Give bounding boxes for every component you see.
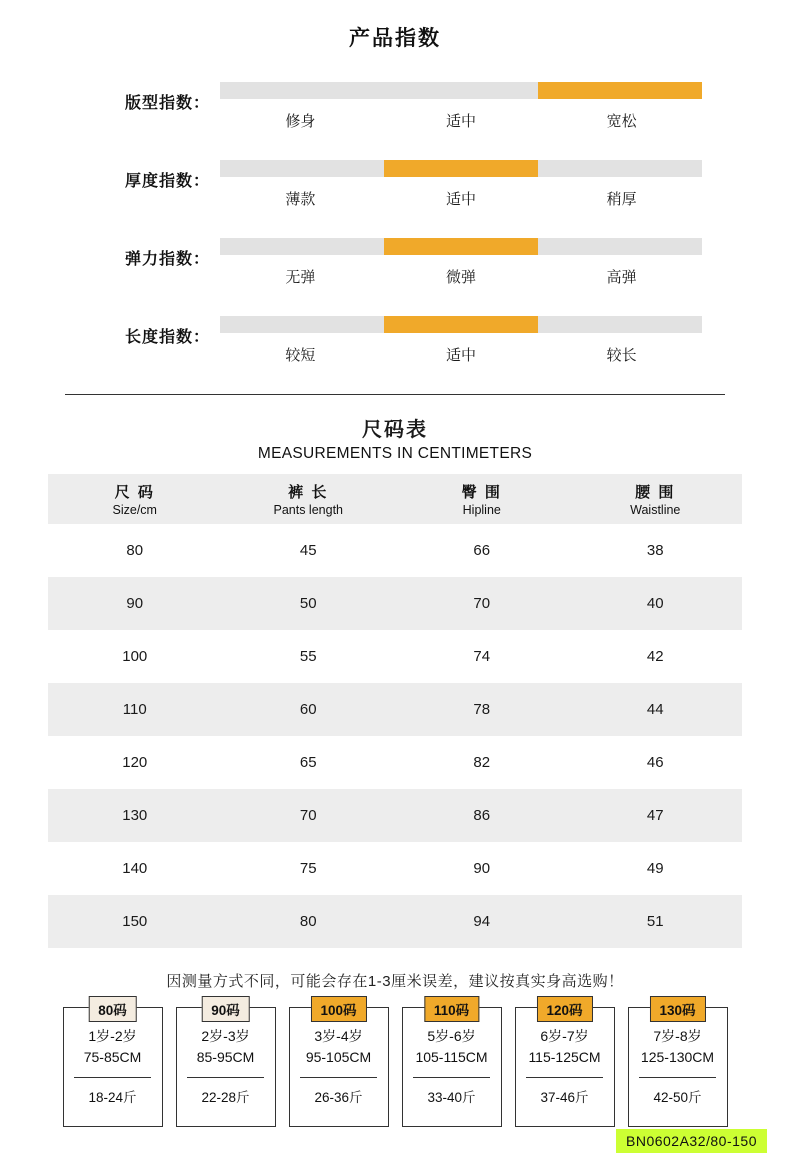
header-cn: 腰 围 <box>635 484 676 501</box>
table-cell: 51 <box>569 895 743 948</box>
table-cell: 46 <box>646 754 664 771</box>
header-cn: 裤 长 <box>288 484 329 501</box>
index-ticks <box>220 188 702 209</box>
table-cell: 86 <box>395 789 569 842</box>
age-cards <box>0 1003 790 1127</box>
age-card-age: 5岁-6岁 <box>427 1028 476 1044</box>
index-ticks <box>220 110 702 131</box>
table-cell: 82 <box>473 754 491 771</box>
age-card-age: 3岁-4岁 <box>314 1028 363 1044</box>
size-chart-subtitle: MEASUREMENTS IN CENTIMETERS <box>257 445 533 462</box>
table-header-cell <box>395 474 569 524</box>
table-cell: 80 <box>126 542 144 559</box>
age-card-badge: 110码 <box>424 996 479 1022</box>
table-cell: 80 <box>222 895 396 948</box>
index-row <box>60 160 730 218</box>
table-cell: 47 <box>569 789 743 842</box>
index-fill <box>538 82 702 99</box>
table-cell: 75 <box>299 860 317 877</box>
table-header-cell <box>48 474 222 524</box>
age-card-height: 75-85CM <box>83 1049 142 1065</box>
age-card-divider <box>413 1077 489 1078</box>
table-row <box>48 683 742 736</box>
table-cell: 44 <box>569 683 743 736</box>
index-tick: 无弹 <box>285 269 316 286</box>
index-tick: 适中 <box>446 347 477 364</box>
age-card-age: 6岁-7岁 <box>540 1028 589 1044</box>
index-track <box>220 316 702 333</box>
table-row <box>48 736 742 789</box>
age-card <box>289 1003 389 1127</box>
table-cell: 50 <box>222 577 396 630</box>
age-card-badge: 100码 <box>310 996 366 1022</box>
age-card-badge: 90码 <box>201 996 250 1022</box>
table-header-cell <box>569 474 743 524</box>
age-card-divider <box>300 1077 376 1078</box>
table-cell: 65 <box>299 754 317 771</box>
table-cell: 130 <box>48 789 222 842</box>
age-card-badge: 130码 <box>649 996 705 1022</box>
table-cell: 78 <box>395 683 569 736</box>
age-card-weight: 22-28斤 <box>201 1090 250 1105</box>
age-card-divider <box>526 1077 602 1078</box>
age-card-divider <box>639 1077 715 1078</box>
index-bar-wrap <box>220 238 730 287</box>
table-cell: 38 <box>646 542 664 559</box>
age-card-height: 125-130CM <box>640 1049 715 1065</box>
table-cell: 42 <box>646 648 664 665</box>
table-row <box>48 895 742 948</box>
age-card <box>628 1003 728 1127</box>
index-tick: 宽松 <box>606 113 637 130</box>
section-divider <box>65 394 725 395</box>
table-header-cell <box>222 474 396 524</box>
age-card-divider <box>74 1077 150 1078</box>
index-track <box>220 238 702 255</box>
index-bar-wrap <box>220 316 730 365</box>
index-fill <box>384 316 538 333</box>
table-row <box>48 524 742 577</box>
table-header-row <box>48 474 742 524</box>
table-cell: 90 <box>48 577 222 630</box>
table-cell: 55 <box>299 648 317 665</box>
index-fill <box>384 160 538 177</box>
table-cell: 49 <box>646 860 664 877</box>
age-card-height: 95-105CM <box>305 1049 372 1065</box>
index-ticks <box>220 266 702 287</box>
header-en: Pants length <box>273 503 343 517</box>
index-tick: 高弹 <box>606 269 637 286</box>
index-tick: 适中 <box>446 113 477 130</box>
table-row <box>48 577 742 630</box>
age-card-height: 115-125CM <box>528 1049 601 1065</box>
age-card-height: 105-115CM <box>415 1049 488 1065</box>
age-card-age: 7岁-8岁 <box>653 1028 702 1044</box>
age-card-age: 1岁-2岁 <box>88 1028 137 1044</box>
table-cell: 74 <box>473 648 491 665</box>
index-row <box>60 238 730 296</box>
table-cell: 140 <box>122 860 148 877</box>
table-cell: 120 <box>122 754 148 771</box>
table-cell: 70 <box>222 789 396 842</box>
age-card <box>176 1003 276 1127</box>
index-tick: 微弹 <box>446 269 477 286</box>
age-card <box>402 1003 502 1127</box>
index-label: 长度指数： <box>124 329 210 346</box>
age-card <box>515 1003 615 1127</box>
table-cell: 66 <box>473 542 491 559</box>
index-label: 厚度指数： <box>124 173 210 190</box>
age-card-weight: 42-50斤 <box>653 1090 702 1105</box>
header-cn: 臀 围 <box>461 484 502 501</box>
page-title: 产品指数 <box>349 27 441 50</box>
table-row <box>48 789 742 842</box>
index-tick: 修身 <box>285 113 316 130</box>
table-row <box>48 630 742 683</box>
index-track <box>220 82 702 99</box>
product-index-section <box>0 82 790 374</box>
age-card-weight: 33-40斤 <box>427 1090 476 1105</box>
table-cell: 110 <box>48 683 222 736</box>
age-card-divider <box>187 1077 263 1078</box>
index-row <box>60 82 730 140</box>
age-card-height: 85-95CM <box>196 1049 255 1065</box>
header-cn: 尺 码 <box>114 484 155 501</box>
index-ticks <box>220 344 702 365</box>
measurement-note: 因测量方式不同，可能会存在1-3厘米误差，建议按真实身高选购！ <box>166 973 624 990</box>
table-cell: 94 <box>395 895 569 948</box>
index-track <box>220 160 702 177</box>
header-en: Waistline <box>630 503 681 517</box>
size-chart-title: 尺码表 <box>362 419 428 441</box>
header-en: Hipline <box>462 503 501 517</box>
age-card-badge: 80码 <box>88 996 137 1022</box>
index-bar-wrap <box>220 160 730 209</box>
index-tick: 薄款 <box>285 191 316 208</box>
age-card-weight: 37-46斤 <box>540 1090 589 1105</box>
index-tick: 稍厚 <box>606 191 637 208</box>
table-cell: 100 <box>122 648 148 665</box>
table-cell: 45 <box>299 542 317 559</box>
index-tick: 适中 <box>446 191 477 208</box>
age-card-weight: 18-24斤 <box>88 1090 137 1105</box>
age-card <box>63 1003 163 1127</box>
age-card-weight: 26-36斤 <box>314 1090 363 1105</box>
age-card-badge: 120码 <box>536 996 592 1022</box>
table-cell: 40 <box>569 577 743 630</box>
table-row <box>48 842 742 895</box>
index-fill <box>384 238 538 255</box>
index-tick: 较长 <box>606 347 637 364</box>
header-en: Size/cm <box>112 503 157 517</box>
age-card-age: 2岁-3岁 <box>201 1028 250 1044</box>
index-bar-wrap <box>220 82 730 131</box>
index-label: 弹力指数： <box>124 251 210 268</box>
table-cell: 60 <box>222 683 396 736</box>
index-label: 版型指数： <box>124 95 210 112</box>
table-cell: 70 <box>395 577 569 630</box>
product-code-tag: BN0602A32/80-150 <box>616 1129 767 1153</box>
table-cell: 150 <box>48 895 222 948</box>
index-row <box>60 316 730 374</box>
index-tick: 较短 <box>285 347 316 364</box>
size-table <box>48 474 742 948</box>
table-cell: 90 <box>473 860 491 877</box>
